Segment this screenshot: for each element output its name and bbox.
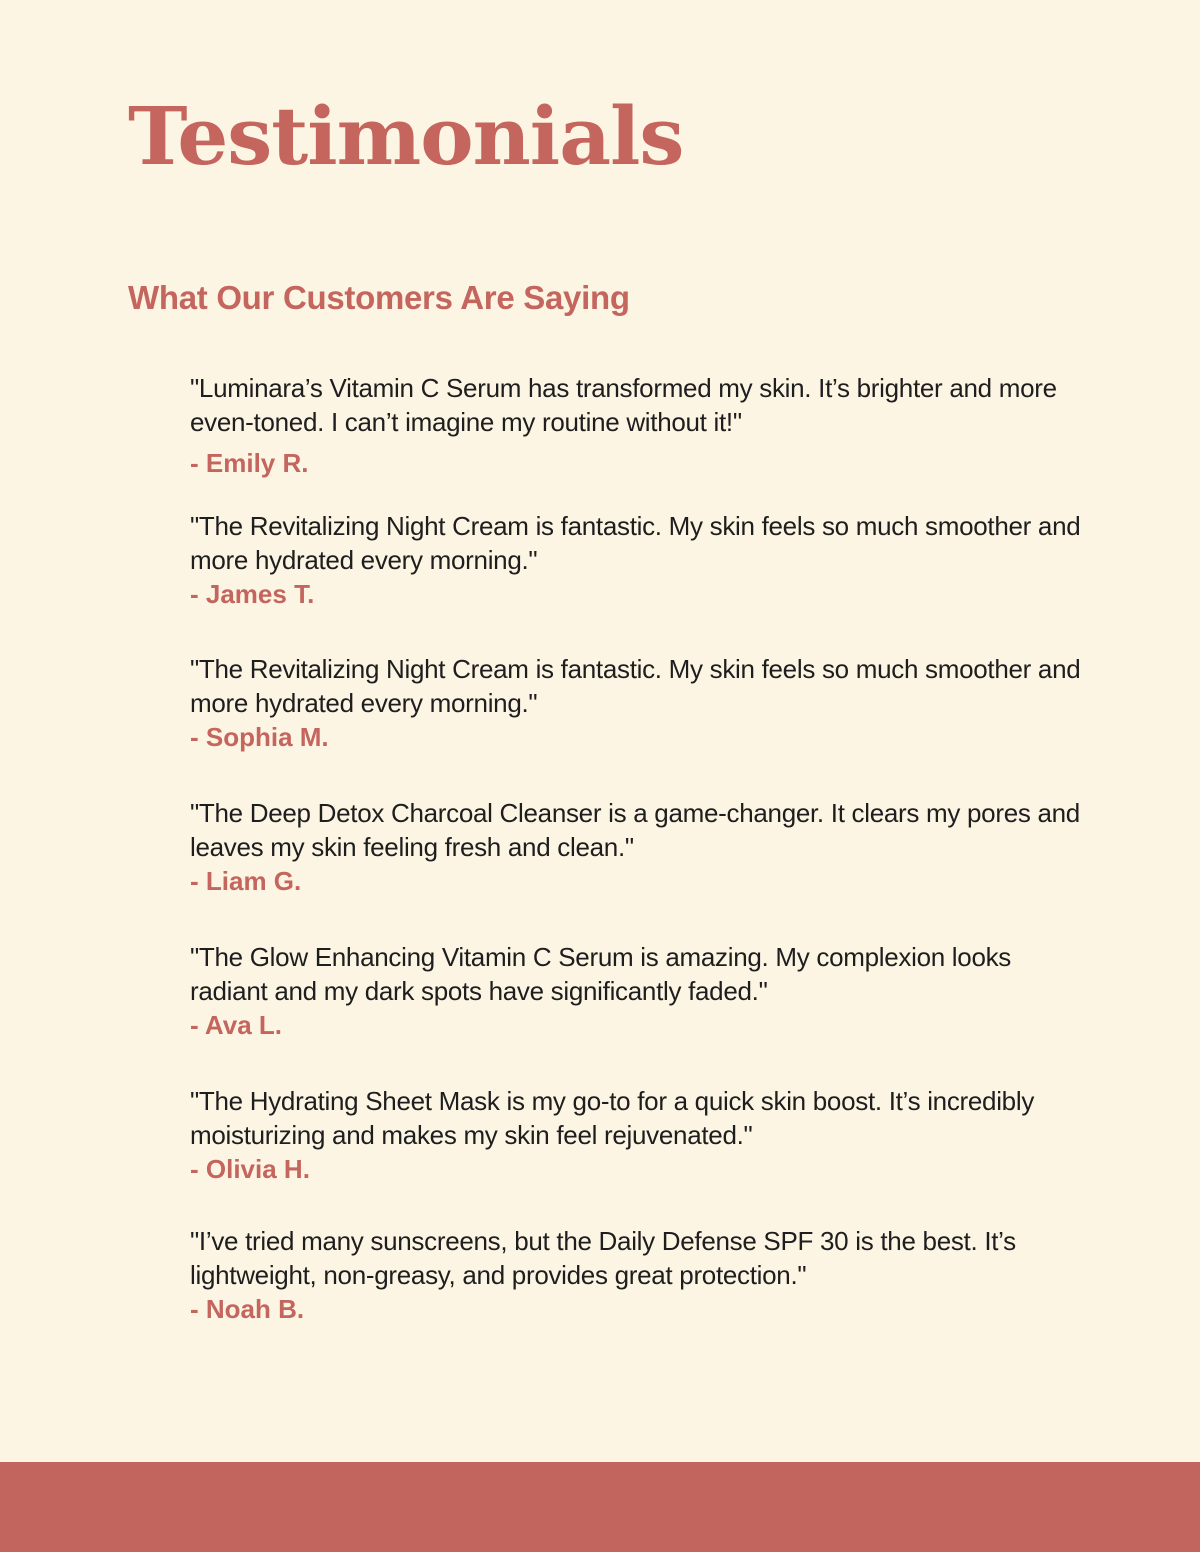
testimonial-quote: "The Glow Enhancing Vitamin C Serum is amazing. My complexion looks radiant and my dark spots have significantly faded.": [190, 942, 1012, 1006]
testimonial-author: - James T.: [190, 579, 315, 609]
testimonial-author: - Ava L.: [190, 1010, 282, 1040]
testimonial-quote: "The Deep Detox Charcoal Cleanser is a game-changer. It clears my pores and leaves my skin feeling fresh and clean.": [190, 798, 1080, 862]
testimonial-author: - Olivia H.: [190, 1154, 310, 1184]
testimonial-quote: "I’ve tried many sunscreens, but the Daily Defense SPF 30 is the best. It’s lightweight, non-greasy, and provides great protection.": [190, 1226, 1016, 1290]
testimonial-item: [190, 1084, 1090, 1186]
testimonial-author: - Sophia M.: [190, 722, 329, 752]
testimonial-quote: "The Hydrating Sheet Mask is my go-to for a quick skin boost. It’s incredibly moisturizing and makes my skin feel rejuvenated.": [190, 1086, 1035, 1150]
testimonial-author: - Emily R.: [190, 448, 309, 478]
testimonial-item: [190, 1224, 1090, 1326]
testimonial-author: - Liam G.: [190, 866, 302, 896]
testimonial-item: [190, 509, 1090, 611]
testimonial-item: [190, 796, 1090, 898]
page-title: Testimonials: [128, 89, 684, 183]
testimonial-author: - Noah B.: [190, 1294, 305, 1324]
testimonial-quote: "The Revitalizing Night Cream is fantastic. My skin feels so much smoother and more hydrated every morning.": [190, 654, 1081, 718]
section-heading: What Our Customers Are Saying: [128, 279, 630, 316]
testimonial-item: [190, 371, 1090, 480]
testimonial-quote: "The Revitalizing Night Cream is fantastic. My skin feels so much smoother and more hydrated every morning.": [190, 511, 1081, 575]
testimonial-quote: "Luminara’s Vitamin C Serum has transformed my skin. It’s brighter and more even-toned. I can’t imagine my routine without it!": [190, 373, 1057, 437]
testimonial-item: [190, 940, 1090, 1042]
testimonial-item: [190, 652, 1090, 754]
footer-band: [0, 1462, 1200, 1552]
